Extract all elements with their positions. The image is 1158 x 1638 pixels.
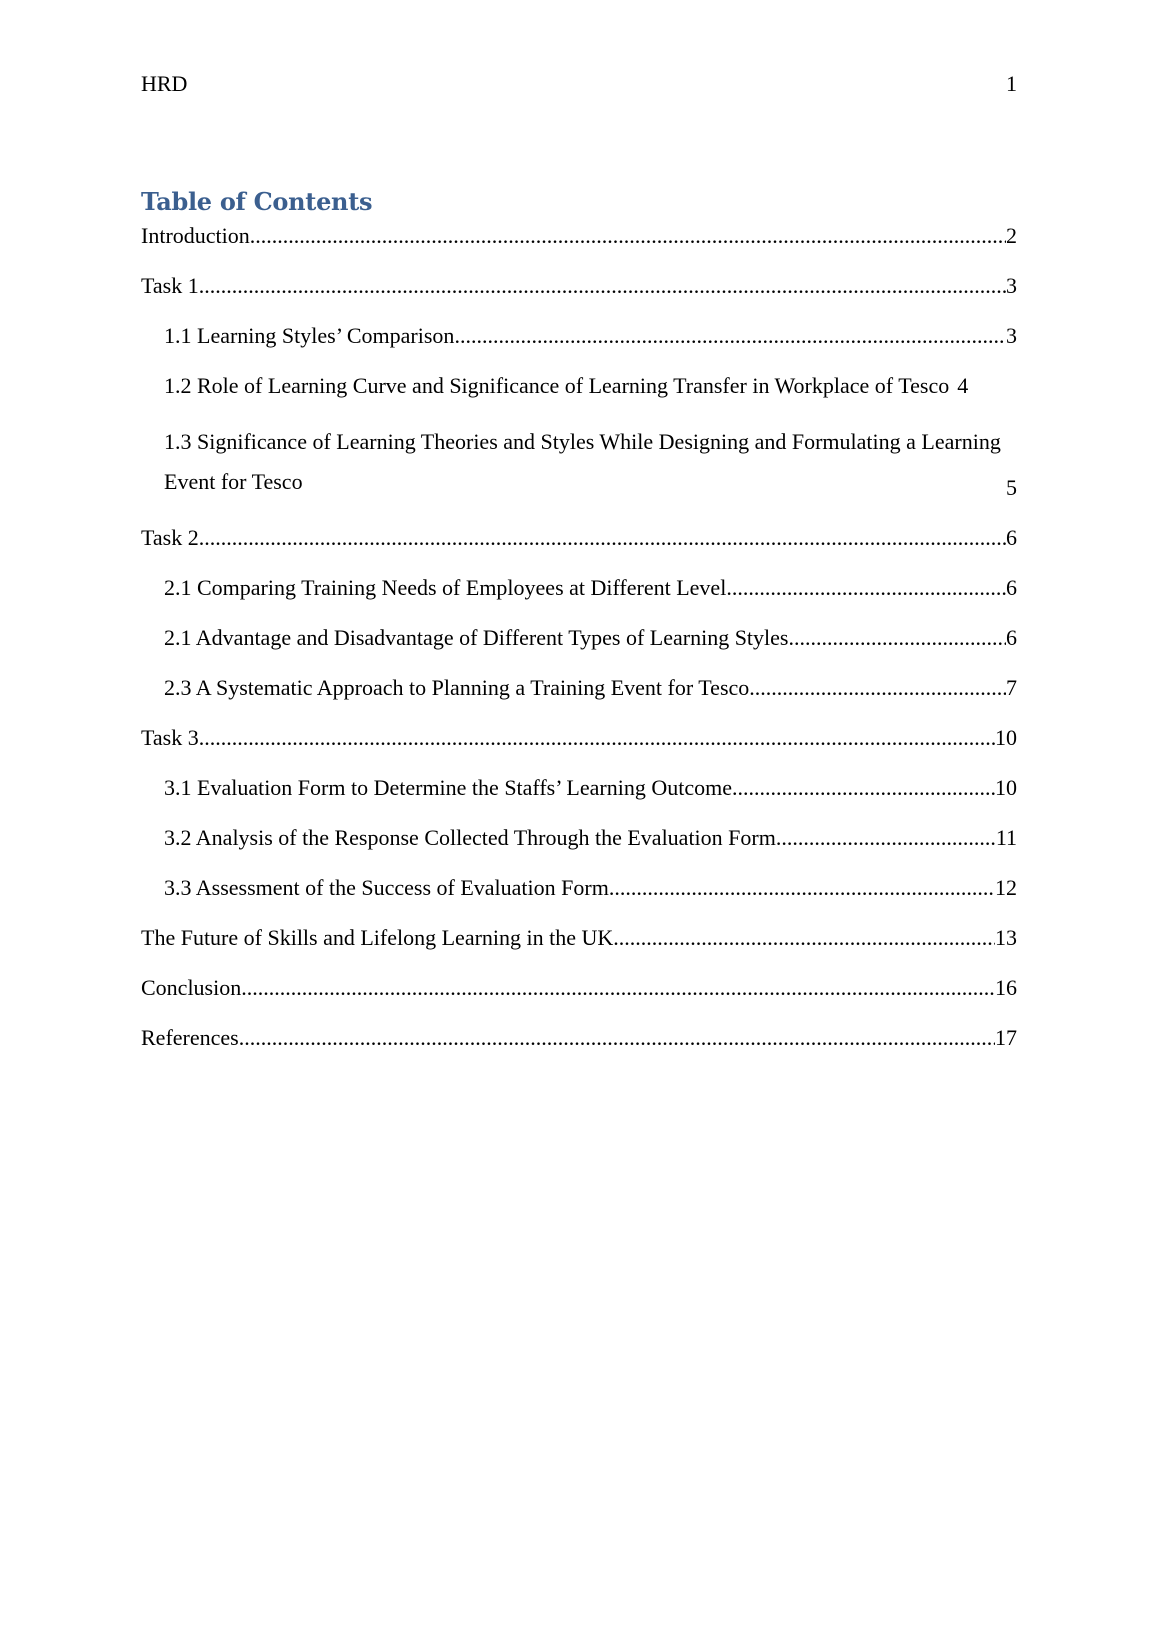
toc-entry-3-3[interactable] — [141, 874, 1017, 902]
header-page-number: 1 — [1006, 71, 1017, 96]
toc-entry-2-1-training-needs[interactable] — [141, 574, 1017, 602]
toc-entry-page: 10 — [995, 725, 1017, 750]
table-of-contents — [141, 222, 1017, 1074]
toc-entry-references[interactable] — [141, 1024, 1017, 1052]
toc-entry-text: Introduction — [141, 223, 250, 248]
toc-dot-leader — [239, 1024, 995, 1052]
toc-entry-text: 2.1 Advantage and Disadvantage of Different Types of Learning Styles — [164, 625, 789, 650]
toc-entry-text: 3.2 Analysis of the Response Collected Through the Evaluation Form — [164, 825, 776, 850]
toc-dot-leader — [250, 222, 1006, 250]
toc-entry-text: 1.1 Learning Styles’ Comparison — [164, 323, 455, 348]
toc-entry-text: Conclusion — [141, 975, 242, 1000]
header-title: HRD — [141, 71, 188, 96]
toc-entry-1-1[interactable] — [141, 322, 1017, 350]
toc-entry-text: 2.3 A Systematic Approach to Planning a Training Event for Tesco — [164, 675, 750, 700]
toc-dot-leader — [726, 574, 1006, 602]
toc-entry-text: References — [141, 1025, 239, 1050]
toc-dot-leader — [199, 724, 995, 752]
toc-entry-text: 3.3 Assessment of the Success of Evaluation Form — [164, 875, 609, 900]
toc-dot-leader — [613, 924, 995, 952]
toc-entry-task-2[interactable] — [141, 524, 1017, 552]
toc-entry-page: 2 — [1006, 223, 1017, 248]
toc-dot-leader — [199, 272, 1006, 300]
toc-entry-text: 1.2 Role of Learning Curve and Significance of Learning Transfer in Workplace of Tesco — [164, 373, 950, 398]
toc-dot-leader — [949, 372, 957, 400]
toc-entry-text: 3.1 Evaluation Form to Determine the Staffs’ Learning Outcome — [164, 775, 732, 800]
toc-entry-introduction[interactable] — [141, 222, 1017, 250]
toc-entry-page: 12 — [995, 875, 1017, 900]
toc-entry-page: 6 — [1006, 575, 1017, 600]
toc-dot-leader — [609, 874, 995, 902]
toc-entry-page: 3 — [1006, 323, 1017, 348]
toc-entry-2-3[interactable] — [141, 674, 1017, 702]
toc-entry-text: Task 3 — [141, 725, 199, 750]
toc-entry-2-1-learning-styles[interactable] — [141, 624, 1017, 652]
toc-entry-text: The Future of Skills and Lifelong Learning in the UK — [141, 925, 614, 950]
toc-entry-page: 5 — [1006, 475, 1017, 500]
toc-entry-conclusion[interactable] — [141, 974, 1017, 1002]
toc-dot-leader — [749, 674, 1006, 702]
toc-entry-page: 10 — [995, 775, 1017, 800]
toc-entry-3-1[interactable] — [141, 774, 1017, 802]
toc-dot-leader — [732, 774, 995, 802]
toc-entry-text: 2.1 Comparing Training Needs of Employees at Different Level — [164, 575, 727, 600]
toc-entry-page: 6 — [1006, 525, 1017, 550]
toc-dot-leader — [776, 824, 996, 852]
toc-entry-page: 4 — [957, 373, 969, 398]
page-header — [141, 70, 1017, 98]
toc-entry-task-1[interactable] — [141, 272, 1017, 300]
toc-entry-page: 13 — [995, 925, 1017, 950]
toc-dot-leader — [788, 624, 1006, 652]
toc-entry-page: 17 — [995, 1025, 1017, 1050]
toc-entry-future-of-skills[interactable] — [141, 924, 1017, 952]
toc-entry-text: 1.3 Significance of Learning Theories and Styles While Designing and Formulating a Learning Event for Tesco — [164, 429, 1001, 494]
toc-entry-3-2[interactable] — [141, 824, 1017, 852]
toc-entry-1-3[interactable] — [141, 422, 1017, 502]
toc-entry-text: Task 2 — [141, 525, 199, 550]
toc-dot-leader — [241, 974, 995, 1002]
toc-entry-1-2[interactable] — [141, 372, 1017, 400]
toc-dot-leader — [454, 322, 1006, 350]
toc-entry-page: 3 — [1006, 273, 1017, 298]
toc-entry-text: Task 1 — [141, 273, 199, 298]
toc-entry-page: 11 — [995, 825, 1017, 850]
toc-entry-task-3[interactable] — [141, 724, 1017, 752]
toc-entry-page: 7 — [1006, 675, 1017, 700]
toc-entry-page: 16 — [995, 975, 1017, 1000]
toc-heading: Table of Contents — [141, 187, 373, 216]
toc-entry-page: 6 — [1006, 625, 1017, 650]
toc-dot-leader — [199, 524, 1006, 552]
